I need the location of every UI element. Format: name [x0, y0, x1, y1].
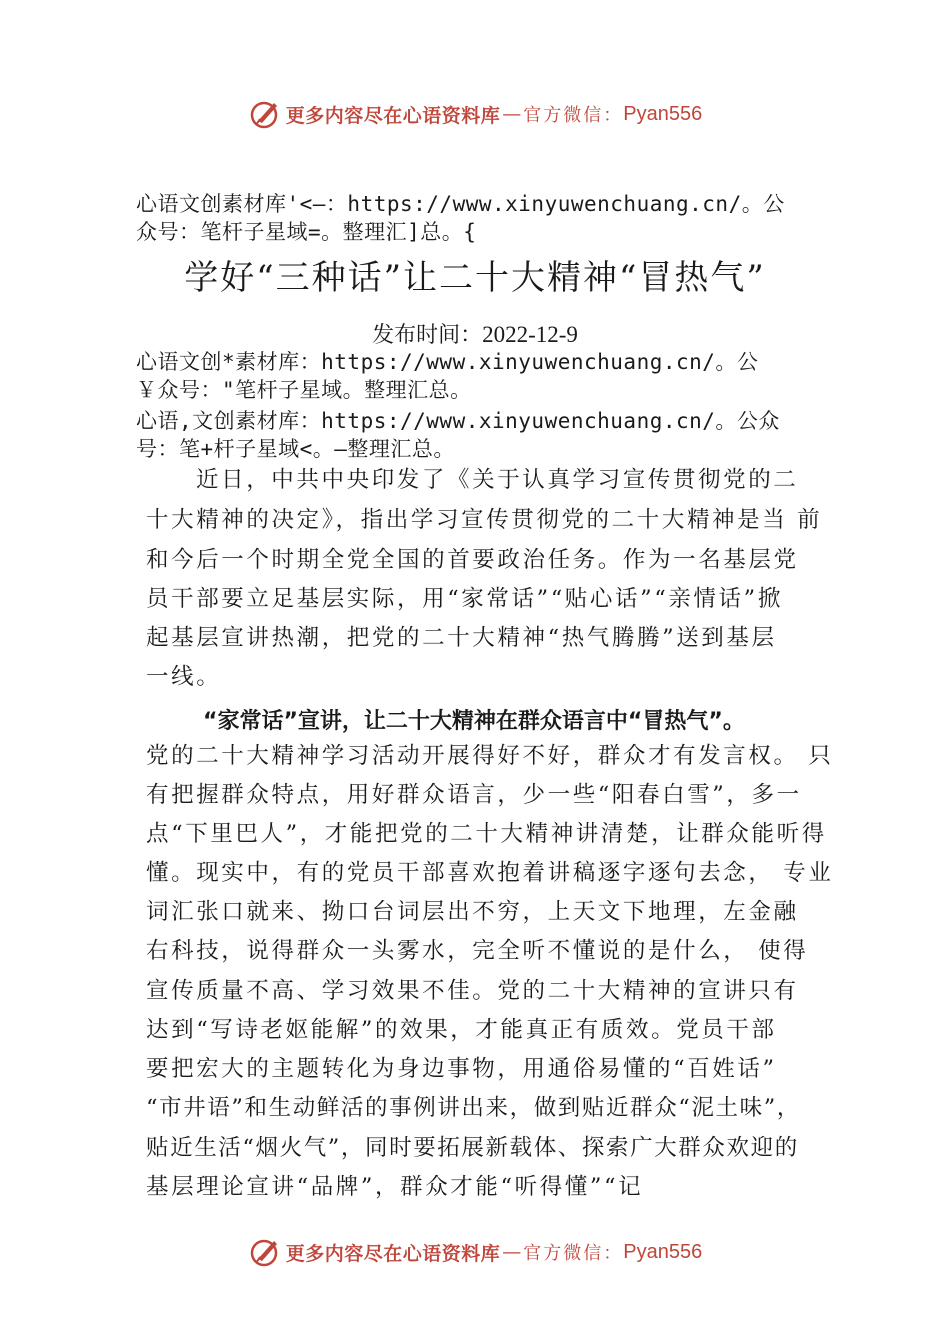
paragraph-line: 达到“写诗老妪能解”的效果，才能真正有质效。党员干部 — [146, 1017, 777, 1043]
paragraph-line: 员干部要立足基层实际，用“家常话”“贴心话”“亲情话”掀 — [146, 586, 783, 612]
paragraph-line: 词汇张口就来、拗口台词层出不穷，上天文下地理，左金融 — [146, 899, 799, 925]
quill-logo-icon — [248, 97, 282, 131]
page-title: 学好“三种话”让二十大精神“冒热气” — [184, 258, 766, 298]
paragraph-line: 有把握群众特点，用好群众语言，少一些“阳春白雪”，多一 — [146, 782, 802, 808]
watermark-line: 心语文创*素材库：https://www.xinyuwenchuang.cn/。公 — [136, 350, 759, 374]
paragraph-line: 懂。现实中，有的党员干部喜欢抱着讲稿逐字逐句去念， 专业 — [146, 860, 834, 886]
banner-text: 更多内容尽在心语资料库 — [285, 104, 501, 127]
banner-wechat-label: 官方微信： — [523, 1243, 624, 1264]
watermark-line: ￥众号："笔杆子星域。整理汇总。 — [136, 378, 472, 402]
paragraph-line: 和今后一个时期全党全国的首要政治任务。作为一名基层党 — [146, 547, 799, 573]
banner-dash: — — [502, 103, 522, 125]
banner-dash: — — [502, 1241, 522, 1263]
paragraph-line: 起基层宣讲热潮，把党的二十大精神“热气腾腾”送到基层 — [146, 625, 777, 651]
quill-logo-icon — [248, 1235, 282, 1269]
paragraph-line: 要把宏大的主题转化为身边事物，用通俗易懂的“百姓话” — [146, 1056, 777, 1082]
paragraph-line: 贴近生活“烟火气”，同时要拓展新载体、探索广大群众欢迎的 — [146, 1135, 799, 1161]
paragraph-line: 党的二十大精神学习活动开展得好不好，群众才有发言权。 只 — [146, 743, 834, 769]
watermark-line: 心语文创素材库'<—：https://www.xinyuwenchuang.cn/。公 — [136, 192, 785, 216]
header-banner — [0, 94, 950, 134]
watermark-line: 号：笔+杆子星域<。—整理汇总。 — [136, 437, 455, 461]
paragraph-line: 点“下里巴人”，才能把党的二十大精神讲清楚，让群众能听得 — [146, 821, 827, 847]
paragraph-line: 十大精神的决定》，指出学习宣传贯彻党的二十大精神是当 前 — [146, 507, 823, 533]
banner-wechat-id: Pyan556 — [623, 1240, 703, 1263]
paragraph-line: “市井语”和生动鲜活的事例讲出来，做到贴近群众“泥土味”， — [146, 1095, 801, 1121]
paragraph-line: 宣传质量不高、学习效果不佳。党的二十大精神的宣讲只有 — [146, 978, 799, 1004]
banner-wechat-label: 官方微信： — [523, 105, 624, 126]
paragraph-line: 一线。 — [146, 664, 222, 690]
date-value: 2022-12-9 — [482, 322, 578, 347]
paragraph-line: 右科技，说得群众一头雾水，完全听不懂说的是什么， 使得 — [146, 938, 809, 964]
banner-wechat-id: Pyan556 — [623, 102, 703, 125]
footer-banner — [0, 1232, 950, 1272]
watermark-line: 心语,文创素材库：https://www.xinyuwenchuang.cn/。公众 — [136, 409, 780, 433]
section-heading: “家常话”宣讲，让二十大精神在群众语言中“冒热气”。 — [203, 709, 745, 734]
watermark-line: 众号：笔杆子星域=。整理汇]总。{ — [136, 220, 477, 244]
paragraph-line: 基层理论宣讲“品牌”，群众才能“听得懂”“记 — [146, 1174, 644, 1200]
publish-date — [0, 318, 950, 349]
banner-text: 更多内容尽在心语资料库 — [285, 1242, 501, 1265]
paragraph-line: 近日，中共中央印发了《关于认真学习宣传贯彻党的二 — [196, 467, 799, 493]
date-label: 发布时间： — [372, 323, 483, 348]
